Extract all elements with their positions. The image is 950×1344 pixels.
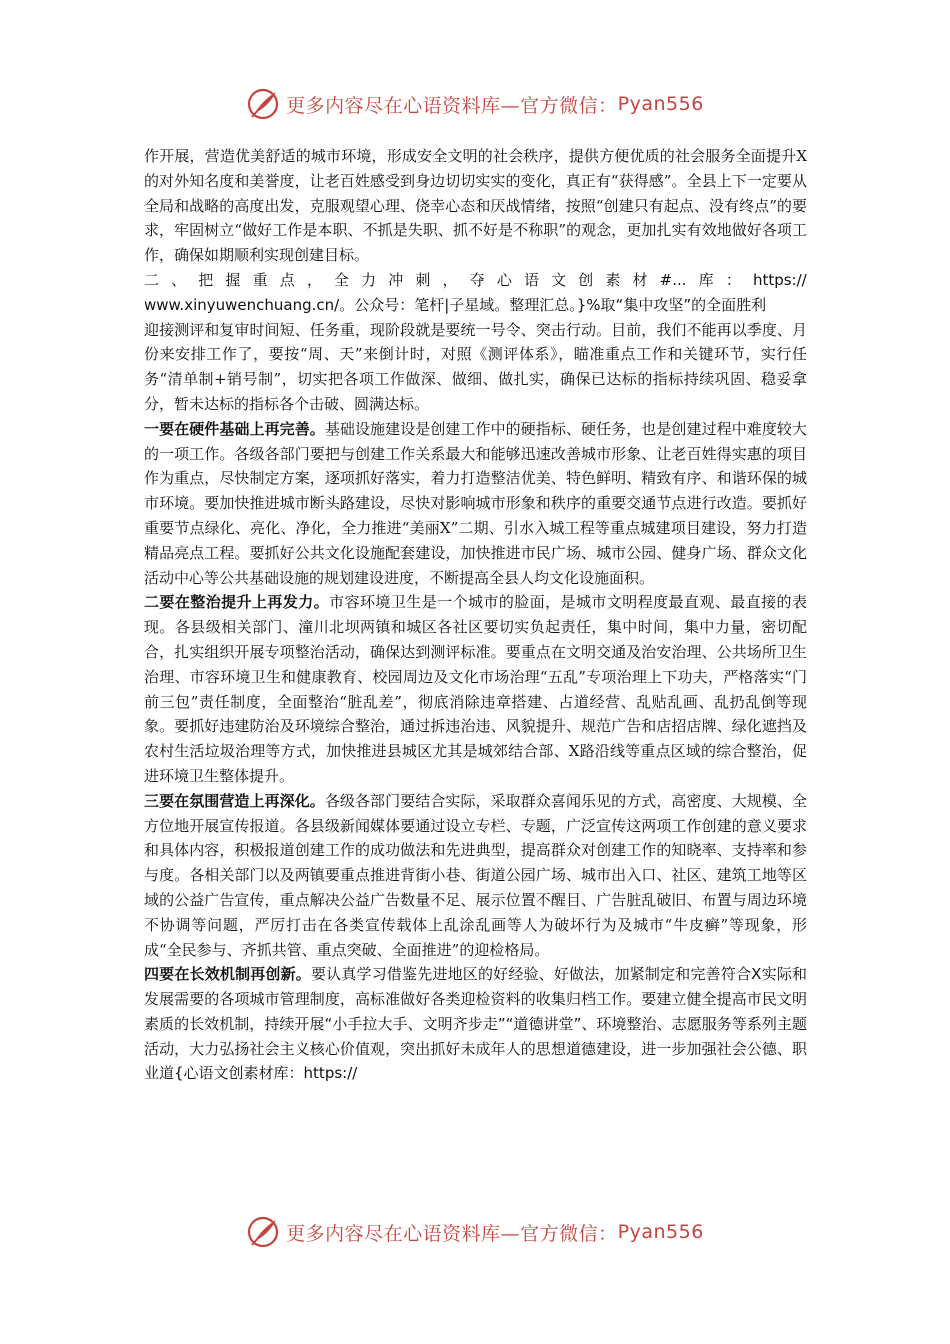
heading-2-char: ， [306, 270, 322, 289]
paragraph-mechanism-lead: 四要在长效机制再创新。 [144, 965, 311, 984]
paragraph-hardware-text: 基础设施建设是创建工作中的硬指标、硬任务，也是创建过程中难度较大的一项工作。各级各部门要把与创建工作关系最大和能够迅速改善城市形象、让老百姓得实惠的项目作为重点，尽快制定方案，逐项抓好落实，着力打造整洁优美、特色鲜明、精致有序、和谐环保的城市环境。要加快推进城市断头路建设，尽快对影响城市形象和秩序的重要交通节点进行改造。要抓好重要节点绿化、亮化、净化，全力推进“美丽X”二期、引水入城工程等重点城建项目建设，努力打造精品亮点工程。要抓好公共文化设施配套建设，加快推进市民广场、城市公园、健身广场、群众文化活动中心等公共基础设施的规划建设进度，不断提高全县人均文化设施面积。 [144, 419, 807, 587]
heading-2-char: https:// [752, 270, 807, 289]
section-heading-2 [144, 268, 807, 318]
heading-2-char: 库 [698, 270, 714, 289]
heading-2-char: 全 [333, 270, 349, 289]
heading-2-char: 素 [605, 270, 621, 289]
section-heading-2-rest: www.xinyuwenchuang.cn/。公众号：笔杆|子星域。整理汇总。}%取“集中攻坚”的全面胜利 [144, 295, 767, 314]
heading-2-char: 握 [225, 270, 241, 289]
heading-2-char: 创 [578, 270, 594, 289]
heading-2-char: #... [659, 270, 687, 289]
heading-2-char: 力 [361, 270, 377, 289]
watermark-wechat-id: Pyan556 [617, 93, 704, 115]
header-watermark [0, 84, 950, 124]
paragraph-rectification [144, 590, 807, 788]
watermark-text: 更多内容尽在心语资料库—官方微信： [286, 94, 618, 117]
document-body [144, 144, 807, 1086]
heading-2-char: 夺 [469, 270, 485, 289]
heading-2-char: 文 [551, 270, 567, 289]
watermark-text: 更多内容尽在心语资料库—官方微信： [286, 1222, 618, 1245]
section-heading-2-line1 [144, 268, 807, 293]
heading-2-char: 语 [523, 270, 539, 289]
heading-2-char: 把 [198, 270, 214, 289]
paragraph-hardware-lead: 一要在硬件基础上再完善。 [144, 419, 325, 438]
paragraph-rectification-lead: 二要在整治提升上再发力。 [144, 593, 330, 612]
quill-pen-logo-icon [246, 1215, 280, 1249]
paragraph-mechanism [144, 962, 807, 1086]
paragraph-hardware [144, 417, 807, 591]
watermark-wechat-id: Pyan556 [617, 1221, 704, 1243]
paragraph-mechanism-text: 要认真学习借鉴先进地区的好经验、好做法，加紧制定和完善符合X实际和发展需要的各项城市管理制度，高标准做好各类迎检资料的收集归档工作。要建立健全提高市民文明素质的长效机制，持续开展“小手拉大手、文明齐步走”“道德讲堂”、环境整治、志愿服务等系列主题活动，大力弘扬社会主义核心价值观，突出抓好未成年人的思想道德建设，进一步加强社会公德、职业道{心语文创素材库：https:// [144, 965, 807, 1083]
paragraph-rectification-text: 市容环境卫生是一个城市的脸面，是城市文明程度最直观、最直接的表现。各县级相关部门、潼川北坝两镇和城区各社区要切实负起责任，集中时间，集中力量，密切配合，扎实组织开展专项整治活动，确保达到测评标准。要重点在文明交通及治安治理、公共场所卫生治理、市容环境卫生和健康教育、校园周边及文化市场治理“五乱”专项治理上下功夫，严格落实“门前三包”责任制度，全面整治“脏乱差”，彻底消除违章搭建、占道经营、乱贴乱画、乱扔乱倒等现象。要抓好违建防治及环境综合整治，通过拆违治违、风貌提升、规范广告和店招店牌、绿化遮挡及农村生活垃圾治理等方式，加快推进县城区尤其是城郊结合部、X路沿线等重点区域的综合整治，促进环境卫生整体提升。 [144, 593, 807, 785]
quill-pen-logo-icon [246, 87, 280, 121]
heading-2-char: 材 [632, 270, 648, 289]
paragraph-atmosphere-text: 各级各部门要结合实际，采取群众喜闻乐见的方式，高密度、大规模、全方位地开展宣传报道。各县级新闻媒体要通过设立专栏、专题，广泛宣传这两项工作创建的意义要求和具体内容，积极报道创建工作的成功做法和先进典型，提高群众对创建工作的知晓率、支持率和参与度。各相关部门以及两镇要重点推进背街小巷、街道公园广场、城市出入口、社区、建筑工地等区域的公益广告宣传，重点解决公益广告数量不足、展示位置不醒目、广告脏乱破旧、布置与周边环境不协调等问题，严厉打击在各类宣传载体上乱涂乱画等人为破坏行为及城市“牛皮癣”等现象，形成“全民参与、齐抓共管、重点突破、全面推进”的迎检格局。 [144, 791, 807, 959]
heading-2-char: 、 [171, 270, 187, 289]
heading-2-char: 冲 [388, 270, 404, 289]
heading-2-char: 刺 [415, 270, 431, 289]
heading-2-char: 重 [252, 270, 268, 289]
paragraph-overview: 迎接测评和复审时间短、任务重，现阶段就是要统一号令、突击行动。目前，我们不能再以季度、月份来安排工作了，要按“周、天”来倒计时，对照《测评体系》，瞄准重点工作和关键环节，实行任务“清单制+销号制”，切实把各项工作做深、做细、做扎实，确保已达标的指标持续巩固、稳妥拿分，暂未达标的指标各个击破、圆满达标。 [144, 320, 807, 413]
footer-watermark [0, 1212, 950, 1252]
paragraph-intro: 作开展，营造优美舒适的城市环境，形成安全文明的社会秩序，提供方便优质的社会服务全面提升X的对外知名度和美誉度，让老百姓感受到身边切切实实的变化，真正有“获得感”。全县上下一定要从全局和战略的高度出发，克服观望心理、侥幸心态和厌战情绪，按照“创建只有起点、没有终点”的要求，牢固树立“做好工作是本职、不抓是失职、抓不好是不称职”的观念，更加扎实有效地做好各项工作，确保如期顺利实现创建目标。 [144, 147, 807, 265]
heading-2-char: 心 [496, 270, 512, 289]
paragraph-atmosphere-lead: 三要在氛围营造上再深化。 [144, 791, 325, 810]
paragraph-atmosphere [144, 789, 807, 963]
heading-2-char: 点 [279, 270, 295, 289]
heading-2-char: ， [442, 270, 458, 289]
heading-2-char: 二 [144, 270, 160, 289]
heading-2-char: ： [725, 270, 741, 289]
